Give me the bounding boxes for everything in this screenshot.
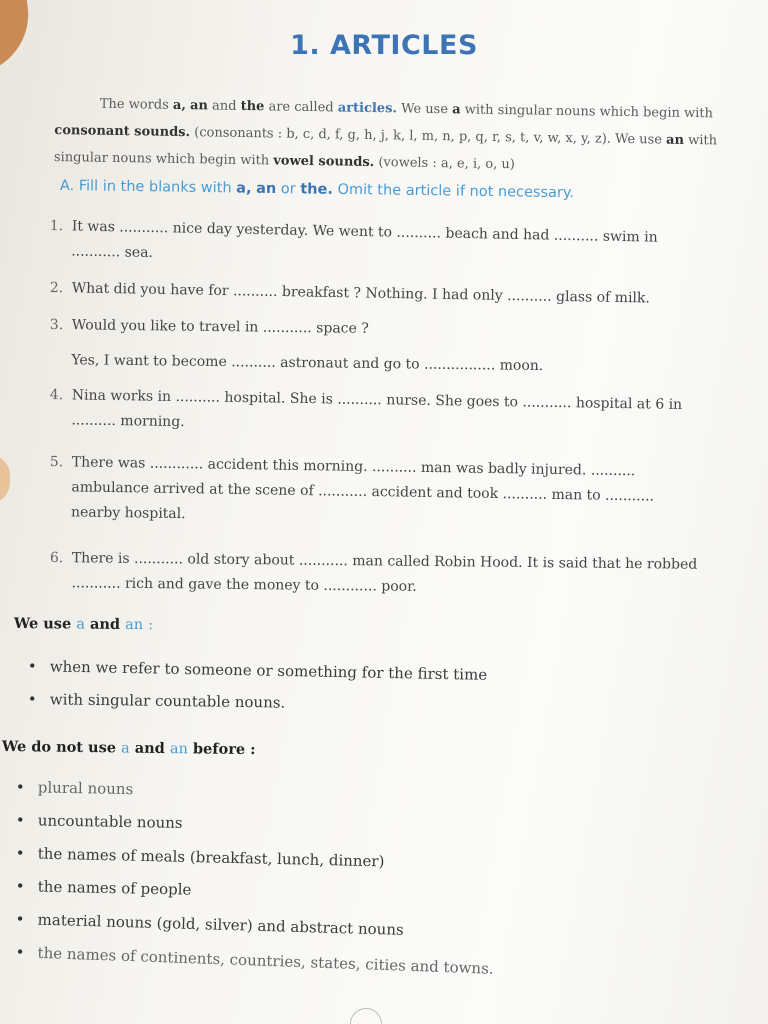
heading-keyword: an	[169, 741, 189, 758]
exercise-text: ........... rich and gave the money to ............ poor.	[71, 575, 417, 595]
instruction-text: Omit the article if not necessary.	[337, 181, 575, 202]
intro-text: The words	[99, 96, 169, 113]
intro-text: and	[211, 98, 237, 114]
instruction-text: or	[280, 181, 296, 198]
list-item: • the names of meals (breakfast, lunch, dinner)	[13, 842, 494, 886]
intro-paragraph	[54, 90, 755, 182]
use-list	[26, 655, 487, 721]
list-item: • plural nouns	[13, 776, 494, 817]
exercise-item	[49, 214, 765, 278]
exercise-item	[49, 546, 764, 603]
intro-text: (vowels : a, e, i, o, u)	[378, 155, 515, 173]
exercise-item	[49, 450, 765, 536]
intro-text: are called	[268, 99, 334, 116]
intro-keyword: the	[240, 98, 265, 115]
exercise-number: 5.	[49, 453, 64, 471]
list-item: • uncountable nouns	[13, 809, 494, 850]
exercise-text: ........... sea.	[71, 243, 154, 261]
heading-text: before :	[192, 740, 256, 759]
exercise-number: 1.	[49, 217, 64, 235]
exercise-text: Yes, I want to become .......... astronaut and go to ................ moon.	[71, 352, 544, 375]
exercise-number: 4.	[49, 386, 64, 404]
intro-keyword: a	[452, 102, 461, 118]
heading-keyword: a	[120, 740, 130, 757]
exercise-number: 2.	[49, 279, 64, 297]
exercise-text: nearby hospital.	[70, 504, 186, 523]
page-title: 1. ARTICLES	[290, 30, 478, 61]
intro-keyword: an	[665, 132, 685, 148]
intro-text: We use	[401, 101, 449, 118]
heading-text: :	[148, 617, 154, 634]
intro-keyword: an	[189, 98, 209, 114]
exercise-number: 3.	[49, 316, 64, 334]
instruction-text: A. Fill in the blanks with	[59, 178, 232, 197]
exercise-text: It was ........... nice day yesterday. We went to .......... beach and had .......... swim in	[71, 218, 658, 246]
list-item: • the names of people	[13, 875, 494, 918]
exercise-text: .......... morning.	[71, 412, 185, 431]
exercise-text: What did you have for .......... breakfast ? Nothing. I had only .......... glass of milk.	[71, 280, 651, 307]
page-number-circle	[350, 1008, 382, 1024]
exercise-text: There is ........... old story about ........... man called Robin Hood. It is said that he robbed	[71, 550, 698, 573]
instruction-keyword: an	[256, 180, 277, 198]
list-item: • material nouns (gold, silver) and abstract nouns	[13, 908, 494, 954]
instruction-keyword: the.	[300, 181, 334, 198]
intro-text: (consonants : b, c, d, f, g, h, j, k, l, m, n, p, q, r, s, t, v, w, x, y, z). We use	[194, 125, 663, 148]
list-item: • when we refer to someone or something for the first time	[25, 655, 487, 697]
exercise-item	[50, 276, 765, 313]
exercise-text: ambulance arrived at the scene of ........... accident and took .......... man to ...........	[71, 479, 655, 505]
intro-text: with singular nouns which begin with	[53, 132, 718, 169]
heading-text: and	[134, 739, 165, 757]
exercise-number: 6.	[49, 549, 64, 567]
exercise-item	[49, 383, 765, 444]
exercise-text: Nina works in .......... hospital. She is .......... nurse. She goes to ........... hospital at 6 in	[71, 387, 683, 413]
exercise-text: Would you like to travel in ........... space ?	[71, 317, 369, 337]
list-item: • the names of continents, countries, states, cities and towns.	[13, 941, 494, 991]
instruction-keyword: a,	[236, 180, 252, 197]
intro-text: with singular nouns which begin with	[464, 102, 714, 122]
exercise-instruction	[60, 178, 750, 204]
heading-text: and	[89, 615, 121, 633]
exercise-item	[49, 313, 765, 382]
intro-keyword: a,	[172, 97, 187, 114]
heading-keyword: an	[125, 616, 144, 634]
intro-keyword: consonant sounds.	[54, 122, 191, 141]
list-item: • with singular countable nouns.	[26, 688, 488, 727]
exercise-text: There was ............ accident this morning. .......... man was badly injured. ..........	[71, 454, 636, 480]
intro-keyword-articles: articles.	[337, 100, 398, 117]
not-use-list	[14, 776, 494, 978]
use-section-heading	[14, 615, 153, 633]
heading-text: We use	[13, 615, 72, 633]
edge-decoration	[0, 455, 10, 503]
not-use-section-heading	[2, 738, 256, 758]
heading-keyword: a	[76, 616, 86, 633]
heading-text: We do not use	[1, 738, 117, 757]
intro-keyword: vowel sounds.	[273, 153, 375, 171]
